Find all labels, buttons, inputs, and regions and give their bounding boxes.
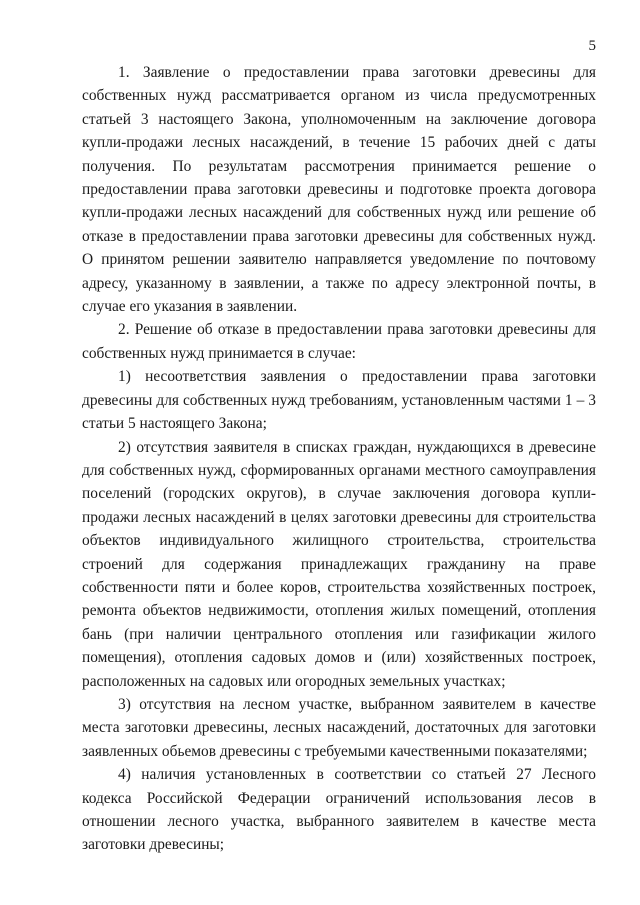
- paragraph-2-item-3: 3) отсутствия на лесном участке, выбранном заявителем в качестве места заготовки древесины, лесных насаждений, достаточных для заготовки заявленных обьемов древесины с требуемыми качественными показателями;: [82, 695, 596, 760]
- page-number: 5: [588, 38, 596, 54]
- paragraph-2-item-2: 2) отсутствия заявителя в списках граждан, нуждающихся в древесине для собственных нужд, сформированных органами местного самоуправления поселений (городских округов), в случае заключения договора купли-продажи лесных насаждений в целях заготовки древесины для строительства объектов индивидуального жилищного строительства, строительства строений для содержания принадлежащих гражданину на праве собственности пяти и более коров, строительства хозяйственных построек, ремонта объектов недвижимости, отопления жилых помещений, отопления бань (при наличии центрального отопления или газификации жилого помещения), отопления садовых домов и (или) хозяйственных построек, расположенных на садовых или огородных земельных участках;: [82, 438, 596, 690]
- paragraph-2-item-4: 4) наличия установленных в соответствии со статьей 27 Лесного кодекса Российской Федерации ограничений использования лесов в отношении лесного участка, выбранного заявителем в качестве места заготовки древесины;: [82, 766, 596, 854]
- paragraph-2-item-1: 1) несоответствия заявления о предоставлении права заготовки древесины для собственных нужд требованиям, установленным частями 1 – 3 статьи 5 настоящего Закона;: [82, 368, 596, 433]
- paragraph-1: 1. Заявление о предоставлении права заготовки древесины для собственных нужд рассматривается органом из числа предусмотренных статьей 3 настоящего Закона, уполномоченным на заключение договора купли-продажи лесных насаждений, в течение 15 рабочих дней с даты получения. По результатам рассмотрения принимается решение о предоставлении права заготовки древесины и подготовке проекта договора купли-продажи лесных насаждений для собственных нужд или решение об отказе в предоставлении права заготовки древесины для собственных нужд. О принятом решении заявителю направляется уведомление по почтовому адресу, указанному в заявлении, а также по адресу электронной почты, в случае его указания в заявлении.: [82, 64, 596, 316]
- paragraph-2: 2. Решение об отказе в предоставлении права заготовки древесины для собственных нужд принимается в случае:: [82, 321, 596, 362]
- document-body: [82, 61, 596, 857]
